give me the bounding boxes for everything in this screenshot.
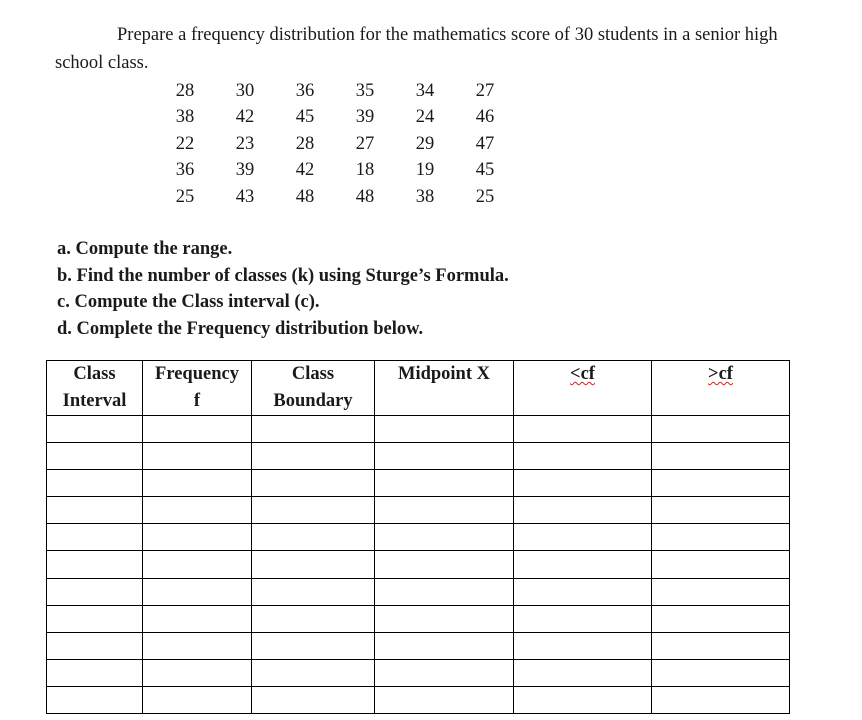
score-cell: 23 [235,133,255,154]
scores-row [155,78,515,105]
table-cell[interactable] [514,470,652,497]
table-cell[interactable] [47,605,143,632]
score-cell: 42 [295,160,315,181]
table-cell[interactable] [375,605,514,632]
header-greater-than-cf [652,361,790,416]
table-row [47,578,790,605]
table-cell[interactable] [47,632,143,659]
score-cell: 42 [235,107,255,128]
table-cell[interactable] [375,416,514,443]
header-frequency [143,361,252,416]
table-cell[interactable] [47,497,143,524]
table-cell[interactable] [143,524,252,551]
table-cell[interactable] [143,578,252,605]
table-cell[interactable] [143,686,252,713]
table-cell[interactable] [514,416,652,443]
table-cell[interactable] [252,497,375,524]
table-cell[interactable] [47,551,143,578]
table-cell[interactable] [252,605,375,632]
header-label: Class [73,364,116,384]
task-list [57,236,509,342]
table-cell[interactable] [143,416,252,443]
table-cell[interactable] [652,524,790,551]
table-cell[interactable] [143,632,252,659]
score-cell: 36 [175,160,195,181]
score-cell: 29 [415,133,435,154]
table-row [47,524,790,551]
table-cell[interactable] [514,551,652,578]
table-cell[interactable] [514,578,652,605]
score-cell: 45 [295,107,315,128]
frequency-distribution-table [46,360,790,714]
score-cell: 25 [475,186,495,207]
score-cell: 25 [175,186,195,207]
table-row [47,659,790,686]
table-cell[interactable] [514,443,652,470]
table-cell[interactable] [375,524,514,551]
score-cell: 39 [355,107,375,128]
scores-row [155,131,515,158]
score-cell: 27 [475,80,495,101]
score-cell: 48 [295,186,315,207]
score-cell: 27 [355,133,375,154]
scores-grid [155,78,515,211]
table-row [47,632,790,659]
table-cell[interactable] [514,659,652,686]
table-cell[interactable] [143,497,252,524]
table-cell[interactable] [652,416,790,443]
score-cell: 38 [175,107,195,128]
score-cell: 45 [475,160,495,181]
score-cell: 48 [355,186,375,207]
table-cell[interactable] [47,443,143,470]
table-cell[interactable] [47,659,143,686]
header-label: Midpoint X [397,364,490,384]
instruction-line-2: school class. [55,53,149,73]
table-cell[interactable] [252,524,375,551]
table-row [47,416,790,443]
header-less-than-cf [514,361,652,416]
table-cell[interactable] [143,659,252,686]
table-cell[interactable] [375,443,514,470]
table-cell[interactable] [652,551,790,578]
table-cell[interactable] [375,632,514,659]
header-label: f [193,391,201,411]
table-row [47,551,790,578]
score-cell: 47 [475,133,495,154]
table-cell[interactable] [143,443,252,470]
table-cell[interactable] [375,659,514,686]
header-class-interval [47,361,143,416]
table-row [47,686,790,713]
table-cell[interactable] [652,443,790,470]
score-cell: 38 [415,186,435,207]
score-cell: 46 [475,107,495,128]
table-cell[interactable] [375,470,514,497]
table-row [47,443,790,470]
task-a: a. Compute the range. [57,239,233,259]
table-row [47,605,790,632]
instruction-line-1: Prepare a frequency distribution for the mathematics score of 30 students in a senior high [117,25,778,45]
score-cell: 35 [355,80,375,101]
table-cell[interactable] [47,470,143,497]
header-label: Boundary [273,391,353,411]
score-cell: 36 [295,80,315,101]
scores-row [155,105,515,132]
table-cell[interactable] [652,578,790,605]
score-cell: 28 [175,80,195,101]
header-label: >cf [708,364,733,384]
table-cell[interactable] [143,551,252,578]
table-cell[interactable] [652,686,790,713]
table-cell[interactable] [252,470,375,497]
task-c: c. Compute the Class interval (c). [57,292,320,313]
table-cell[interactable] [47,686,143,713]
table-cell[interactable] [652,605,790,632]
table-cell[interactable] [375,686,514,713]
table-cell[interactable] [375,551,514,578]
header-midpoint [375,361,514,416]
table-cell[interactable] [47,416,143,443]
score-cell: 22 [175,133,195,154]
scores-row [155,184,515,211]
table-cell[interactable] [652,497,790,524]
table-cell[interactable] [143,605,252,632]
table-cell[interactable] [514,632,652,659]
table-cell[interactable] [375,497,514,524]
task-b: b. Find the number of classes (k) using Sturge’s Formula. [57,265,509,286]
scores-row [155,158,515,185]
table-cell[interactable] [514,605,652,632]
table-row [47,497,790,524]
header-label: Interval [62,391,127,411]
table-header-row [47,361,790,416]
score-cell: 43 [235,186,255,207]
table-cell[interactable] [252,551,375,578]
score-cell: 39 [235,160,255,181]
header-class-boundary [252,361,375,416]
table-cell[interactable] [652,470,790,497]
task-d: d. Complete the Frequency distribution below. [57,318,424,339]
table-row [47,470,790,497]
table-cell[interactable] [252,659,375,686]
table-cell[interactable] [514,497,652,524]
score-cell: 30 [235,80,255,101]
score-cell: 24 [415,107,435,128]
table-cell[interactable] [252,443,375,470]
table-cell[interactable] [252,578,375,605]
score-cell: 19 [415,160,435,181]
table-cell[interactable] [252,416,375,443]
table-cell[interactable] [652,632,790,659]
header-label: <cf [570,364,595,384]
table-cell[interactable] [514,524,652,551]
table-cell[interactable] [652,659,790,686]
table-cell[interactable] [143,470,252,497]
table-cell[interactable] [47,524,143,551]
score-cell: 34 [415,80,435,101]
table-cell[interactable] [514,686,652,713]
table-cell[interactable] [252,686,375,713]
header-label: Frequency [155,364,239,384]
header-label: Class [291,364,335,384]
score-cell: 18 [355,160,375,181]
table-cell[interactable] [252,632,375,659]
score-cell: 28 [295,133,315,154]
table-cell[interactable] [47,578,143,605]
table-cell[interactable] [375,578,514,605]
